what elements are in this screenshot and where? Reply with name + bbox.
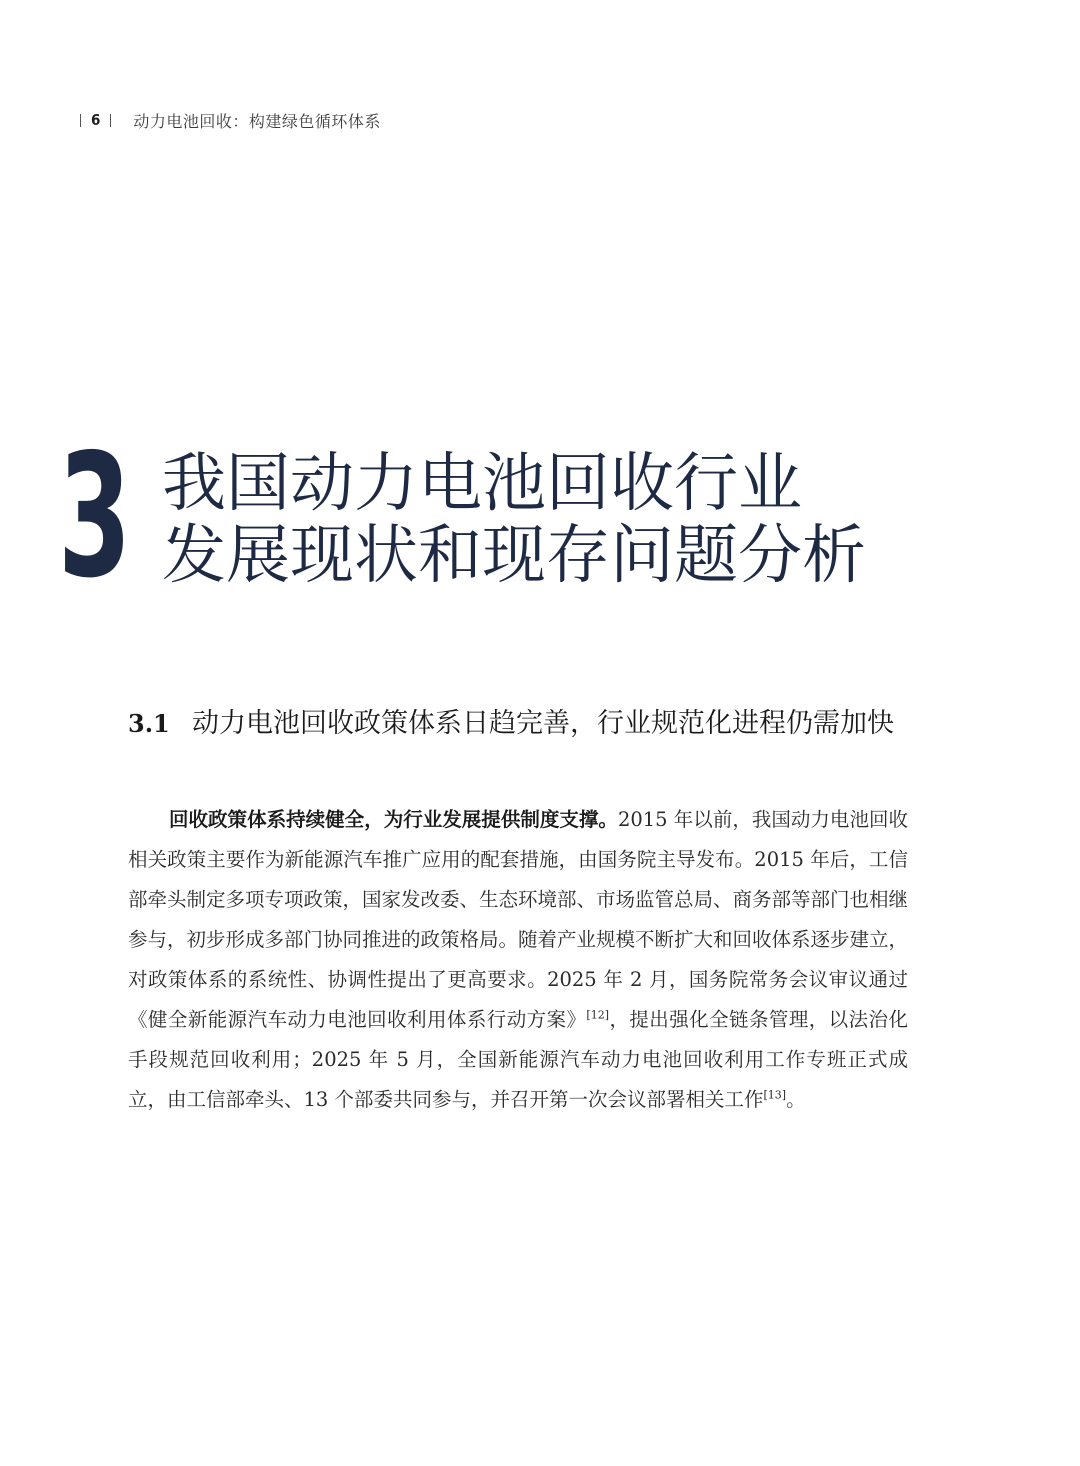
citation-ref: [12]	[586, 1008, 610, 1022]
header-divider	[110, 114, 111, 127]
chapter-heading	[58, 418, 1018, 616]
citation-ref: [13]	[763, 1088, 787, 1102]
chapter-title	[162, 448, 866, 592]
section-heading	[128, 706, 918, 742]
paragraph-text: ，提出强化全链条管理，以法治化手段规范回收利用；2025 年 5 月，全国新能源汽车动力电池回收利用工作专班正式成立，由工信部牵头、13 个部委共同参与，并召开第一次会议部署相关工作	[128, 1008, 908, 1111]
chapter-number: 3	[58, 418, 132, 616]
body-paragraph	[128, 800, 908, 1120]
paragraph-text: 。	[786, 1088, 806, 1111]
section-number: 3.1	[128, 709, 170, 738]
paragraph-lead: 回收政策体系持续健全，为行业发展提供制度支撑。	[169, 808, 618, 831]
header-divider	[80, 114, 81, 127]
paragraph-text: 2015 年以前，我国动力电池回收相关政策主要作为新能源汽车推广应用的配套措施，由国务院主导发布。2015 年后，工信部牵头制定多项专项政策，国家发改委、生态环境部、市场监管总局、商务部等部门也相继参与，初步形成多部门协同推进的政策格局。随着产业规模不断扩大和回收体系逐步建立，对政策体系的系统性、协调性提出了更高要求。2025 年 2 月，国务院常务会议审议通过《健全新能源汽车动力电池回收利用体系行动方案》	[128, 808, 909, 1031]
book-title: 动力电池回收：构建绿色循环体系	[133, 111, 381, 131]
page-number: 6	[91, 111, 101, 129]
running-header	[80, 108, 381, 132]
chapter-title-line-1: 我国动力电池回收行业	[162, 447, 802, 521]
chapter-title-line-2: 发展现状和现存问题分析	[162, 519, 866, 593]
section-title: 动力电池回收政策体系日趋完善，行业规范化进程仍需加快	[192, 708, 894, 739]
